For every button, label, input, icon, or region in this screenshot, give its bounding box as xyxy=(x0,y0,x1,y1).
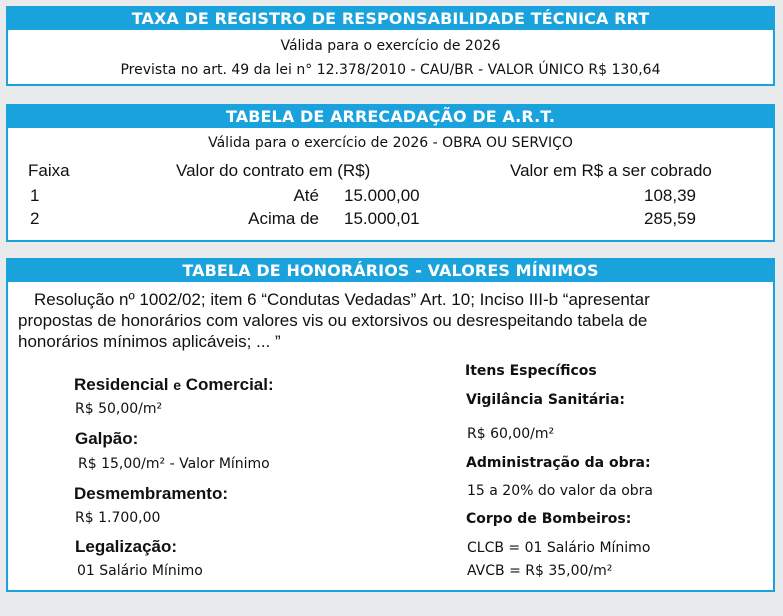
art-panel xyxy=(6,104,775,242)
rrt-panel xyxy=(6,6,775,86)
galpao-value: R$ 15,00/m² - Valor Mínimo xyxy=(78,456,270,472)
desmembramento-value: R$ 1.700,00 xyxy=(75,510,161,526)
residencial-comercial-label xyxy=(74,375,274,395)
legalizacao-label: Legalização: xyxy=(75,537,178,556)
residencial-connector: e xyxy=(173,377,182,393)
honorarios-panel xyxy=(6,258,775,592)
art-row-2-cobrado: 285,59 xyxy=(644,209,696,228)
art-header-valor-contrato: Valor do contrato em (R$) xyxy=(176,161,371,180)
vigilancia-label: Vigilância Sanitária: xyxy=(466,392,626,408)
art-row-1-faixa: 1 xyxy=(30,186,40,205)
administracao-label: Administração da obra: xyxy=(466,455,651,471)
rrt-title: TAXA DE REGISTRO DE RESPONSABILIDADE TÉCNICA RRT xyxy=(8,8,773,30)
art-title: TABELA DE ARRECADAÇÃO DE A.R.T. xyxy=(8,106,773,128)
galpao-label: Galpão: xyxy=(75,429,139,448)
honorarios-paragraph-line-2: propostas de honorários com valores vis ou extorsivos ou desrespeitando tabela de xyxy=(18,311,648,330)
clcb-value: CLCB = 01 Salário Mínimo xyxy=(467,540,651,556)
art-row-2-condicao: Acima de xyxy=(248,209,319,228)
art-row-2-faixa: 2 xyxy=(30,209,40,228)
comercial-label: Comercial: xyxy=(185,375,274,394)
vigilancia-value: R$ 60,00/m² xyxy=(467,426,555,442)
art-subtitle: Válida para o exercício de 2026 - OBRA OU SERVIÇO xyxy=(208,135,573,151)
honorarios-paragraph-line-3: honorários mínimos aplicáveis; ... ” xyxy=(18,332,281,351)
administracao-value: 15 a 20% do valor da obra xyxy=(467,483,653,499)
residencial-label: Residencial xyxy=(74,375,169,394)
honorarios-title: TABELA DE HONORÁRIOS - VALORES MÍNIMOS xyxy=(8,260,773,282)
itens-especificos-heading: Itens Específicos xyxy=(465,363,597,379)
legalizacao-value: 01 Salário Mínimo xyxy=(77,563,203,579)
art-row-1-limite: 15.000,00 xyxy=(344,186,420,205)
art-row-1-cobrado: 108,39 xyxy=(644,186,696,205)
art-header-faixa: Faixa xyxy=(28,161,70,180)
avcb-value: AVCB = R$ 35,00/m² xyxy=(467,563,613,579)
honorarios-paragraph-line-1: Resolução nº 1002/02; item 6 “Condutas Vedadas” Art. 10; Inciso III-b “apresentar xyxy=(34,290,650,309)
art-row-1-condicao: Até xyxy=(293,186,319,205)
rrt-validity: Válida para o exercício de 2026 xyxy=(280,38,501,54)
rrt-description: Prevista no art. 49 da lei n° 12.378/2010 - CAU/BR - VALOR ÚNICO R$ 130,64 xyxy=(120,62,661,78)
desmembramento-label: Desmembramento: xyxy=(74,484,228,503)
art-row-2-limite: 15.000,01 xyxy=(344,209,420,228)
art-header-valor-cobrado: Valor em R$ a ser cobrado xyxy=(510,161,712,180)
bombeiros-label: Corpo de Bombeiros: xyxy=(466,511,632,527)
residencial-value: R$ 50,00/m² xyxy=(75,401,163,417)
